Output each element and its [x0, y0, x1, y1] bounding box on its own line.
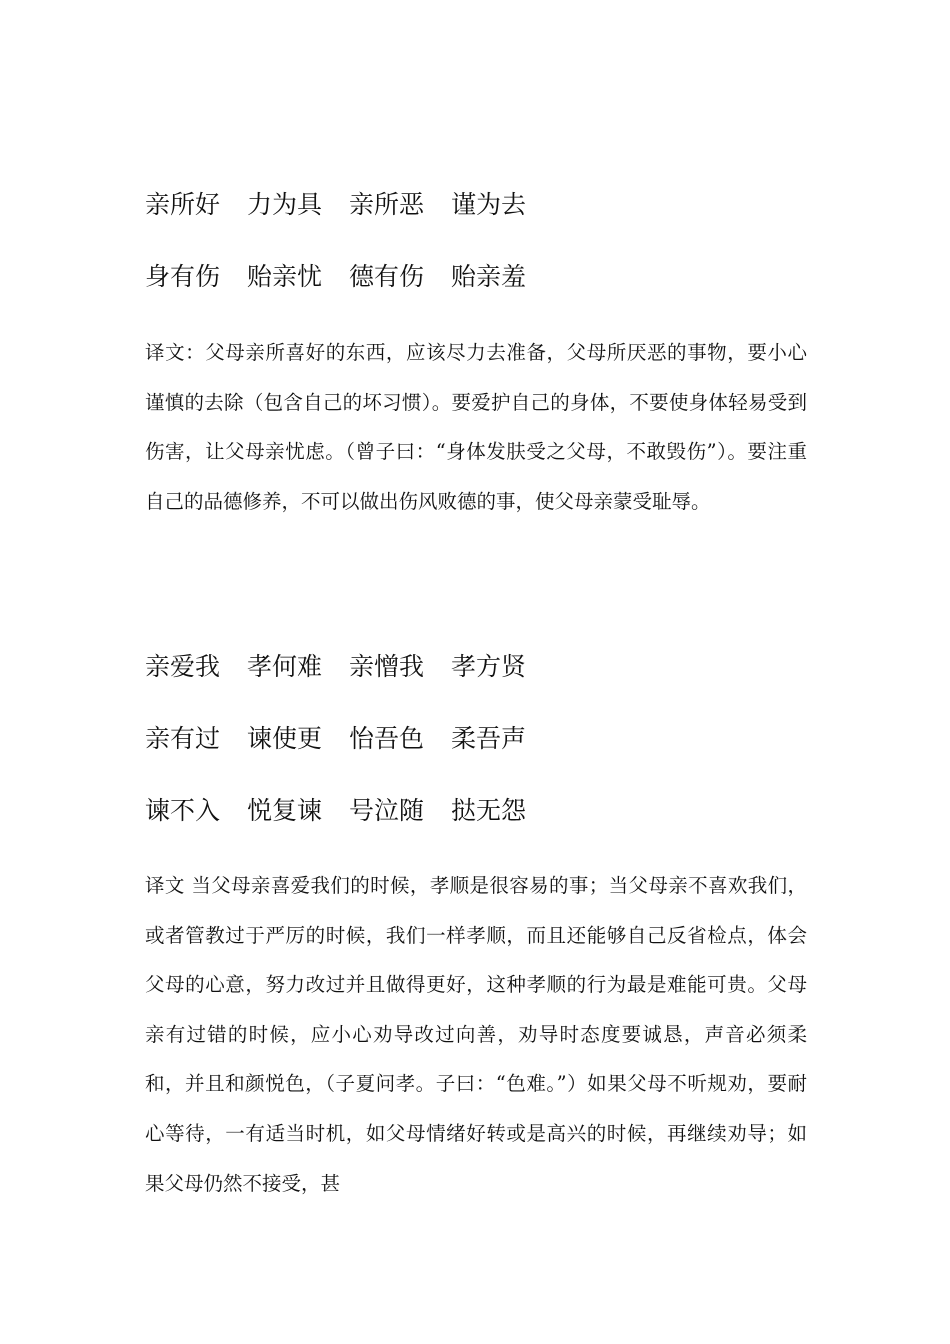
verse-phrase: 孝何难	[247, 652, 323, 681]
translation-paragraph: 译文 当父母亲喜爱我们的时候，孝顺是很容易的事；当父母亲不喜欢我们，或者管教过于严厉的时候，我们一样孝顺，而且还能够自己反省检点，体会父母的心意，努力改过并且做得更好，这种孝顺的行为最是难能可贵。父母亲有过错的时候，应小心劝导改过向善，劝导时态度要诚恳，声音必须柔和，并且和颜悦色，（子夏问孝。子曰：“色难。”）如果父母不听规劝，要耐心等待，一有适当时机，如父母情绪好转或是高兴的时候，再继续劝导；如果父母仍然不接受，甚	[145, 874, 807, 1195]
verse-phrase: 亲有过	[145, 724, 221, 753]
verse-line	[145, 259, 825, 295]
verse-phrase: 谏使更	[247, 724, 323, 753]
verse-phrase: 贻亲忧	[247, 262, 323, 291]
verse-phrase: 悦复谏	[247, 796, 323, 825]
verse-line	[145, 649, 825, 685]
translation-paragraph: 译文：父母亲所喜好的东西，应该尽力去准备，父母所厌恶的事物，要小心谨慎的去除（包含自己的坏习惯）。要爱护自己的身体，不要使身体轻易受到伤害，让父母亲忧虑。（曾子曰：“身体发肤受之父母，不敢毁伤”）。要注重自己的品德修养，不可以做出伤风败德的事，使父母亲蒙受耻辱。	[145, 341, 807, 513]
verse-line	[145, 793, 825, 829]
verse-line	[145, 721, 825, 757]
verse-phrase: 柔吾声	[451, 724, 527, 753]
verse-phrase: 贻亲羞	[451, 262, 527, 291]
verse-phrase: 亲爱我	[145, 652, 221, 681]
verse-line	[145, 187, 825, 223]
verse-phrase: 孝方贤	[451, 652, 527, 681]
verse-phrase: 谨为去	[451, 190, 527, 219]
verse-phrase: 号泣随	[349, 796, 425, 825]
verse-phrase: 亲所恶	[349, 190, 425, 219]
verse-phrase: 挞无怨	[451, 796, 527, 825]
verse-phrase: 怡吾色	[349, 724, 425, 753]
verse-phrase: 身有伤	[145, 262, 221, 291]
verse-phrase: 德有伤	[349, 262, 425, 291]
verse-phrase: 力为具	[247, 190, 323, 219]
verse-phrase: 亲所好	[145, 190, 221, 219]
verse-phrase: 谏不入	[145, 796, 221, 825]
verse-phrase: 亲憎我	[349, 652, 425, 681]
